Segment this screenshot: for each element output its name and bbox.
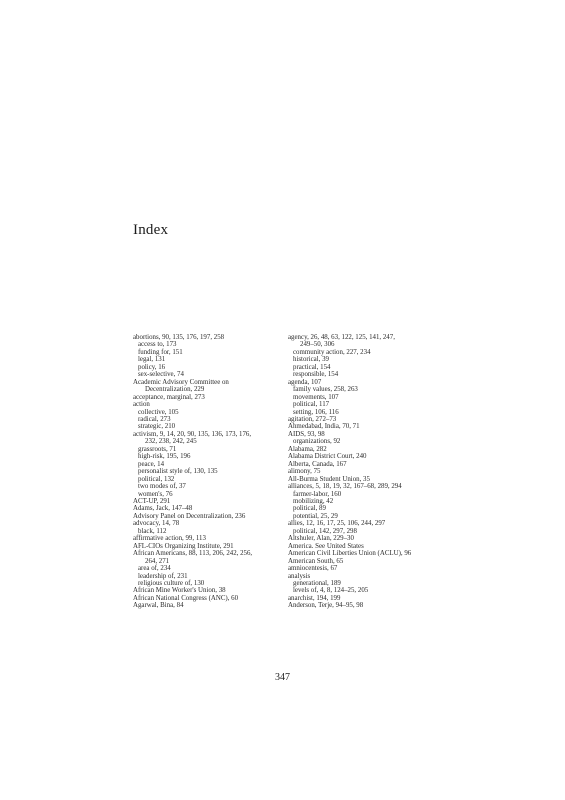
index-entry: radical, 273 (138, 415, 171, 423)
index-entry: personalist style of, 130, 135 (138, 468, 218, 476)
index-entry: Anderson, Terje, 94–95, 98 (288, 602, 364, 610)
index-entry: potential, 25, 29 (293, 512, 338, 520)
index-entry: amniocentesis, 67 (288, 565, 338, 573)
page-number: 347 (275, 672, 290, 683)
index-entry: African Americans, 88, 113, 206, 242, 256, (133, 550, 253, 558)
index-entry: alimony, 75 (288, 468, 321, 476)
index-entry: sex-selective, 74 (138, 371, 184, 379)
index-entry: political, 132 (138, 475, 175, 483)
index-entry: Agarwal, Bina, 84 (133, 602, 184, 610)
index-entry: Alberta, Canada, 167 (288, 460, 347, 468)
index-entry: grassroots, 71 (138, 445, 177, 453)
index-entry: American Civil Liberties Union (ACLU), 96 (288, 550, 412, 558)
index-entry: historical, 39 (293, 356, 329, 364)
index-entry: ACT-UP, 291 (133, 497, 171, 505)
index-entry: Alabama District Court, 240 (288, 453, 367, 461)
page-title: Index (133, 222, 169, 238)
index-entry: farmer-labor, 160 (293, 490, 342, 498)
index-entry: funding for, 151 (138, 348, 183, 356)
index-column-left (133, 334, 313, 610)
index-entry: action (133, 401, 150, 409)
index-entry: AIDS, 93, 98 (288, 430, 325, 438)
index-entry: 232, 238, 242, 245 (145, 438, 197, 446)
index-entry: Ahmedabad, India, 70, 71 (288, 423, 360, 431)
index-entry: agenda, 107 (288, 378, 322, 386)
index-entry: advocacy, 14, 78 (133, 520, 180, 528)
index-entry: agency, 26, 48, 63, 122, 125, 141, 247, (288, 334, 395, 341)
index-entry: leadership of, 231 (138, 572, 188, 580)
index-entry: American South, 65 (288, 557, 344, 565)
index-entry: organizations, 92 (293, 438, 341, 446)
index-entry: Adams, Jack, 147–48 (133, 505, 193, 513)
index-entry: legal, 131 (138, 356, 166, 364)
index-entry: mobilizing, 42 (293, 497, 334, 505)
index-entry: African National Congress (ANC), 60 (133, 594, 239, 602)
index-entry: generational, 189 (293, 579, 341, 587)
index-entry: activism, 9, 14, 20, 90, 135, 136, 173, 176, (133, 430, 252, 438)
index-entry: collective, 105 (138, 408, 179, 416)
index-entry: America. See United States (288, 542, 364, 550)
index-entry: movements, 107 (293, 393, 339, 401)
index-entry: levels of, 4, 8, 124–25, 205 (293, 587, 369, 595)
index-entry: Altshuler, Alan, 229–30 (288, 535, 354, 543)
index-entry: religious culture of, 130 (138, 579, 205, 587)
index-entry: two modes of, 37 (138, 483, 186, 491)
index-entry: allies, 12, 16, 17, 25, 106, 244, 297 (288, 520, 386, 528)
index-entry: All-Burma Student Union, 35 (288, 475, 370, 483)
index-entry: peace, 14 (138, 460, 165, 468)
index-entry: family values, 258, 263 (293, 386, 358, 394)
index-entry: Advisory Panel on Decentralization, 236 (133, 512, 246, 520)
index-entry: setting, 106, 116 (293, 408, 339, 416)
index-entry: black, 112 (138, 527, 167, 535)
index-entry: political, 117 (293, 401, 330, 409)
index-entry: Alabama, 282 (288, 445, 327, 453)
index-entry: alliances, 5, 18, 19, 32, 167–68, 289, 294 (288, 483, 402, 491)
index-entry: Decentralization, 229 (145, 386, 205, 394)
index-entry: high-risk, 195, 196 (138, 453, 191, 461)
index-entry: strategic, 210 (138, 423, 176, 431)
index-entry: anarchist, 194, 199 (288, 594, 341, 602)
index-entry: area of, 234 (138, 565, 171, 573)
index-entry: acceptance, marginal, 273 (133, 393, 205, 401)
index-entry: responsible, 154 (293, 371, 339, 379)
index-entry: women's, 76 (138, 490, 173, 498)
index-entry: agitation, 272–73 (288, 415, 337, 423)
index-entry: practical, 154 (293, 363, 331, 371)
index-entry: African Mine Worker's Union, 38 (133, 587, 226, 595)
index-entry: affirmative action, 99, 113 (133, 535, 206, 543)
index-entry: political, 89 (293, 505, 326, 513)
index-entry: community action, 227, 234 (293, 348, 371, 356)
index-entry: 249–50, 306 (300, 341, 335, 349)
index-column-right (288, 334, 468, 610)
index-entry: political, 142, 297, 298 (293, 527, 357, 535)
index-entry: Academic Advisory Committee on (133, 378, 229, 386)
index-entry: AFL-CIOs Organizing Institute, 291 (133, 542, 234, 550)
index-entry: analysis (288, 572, 311, 580)
index-entry: 264, 271 (145, 557, 170, 565)
index-entry: access to, 173 (138, 341, 177, 349)
index-entry: policy, 16 (138, 363, 166, 371)
index-entry: abortions, 90, 135, 176, 197, 258 (133, 334, 225, 341)
